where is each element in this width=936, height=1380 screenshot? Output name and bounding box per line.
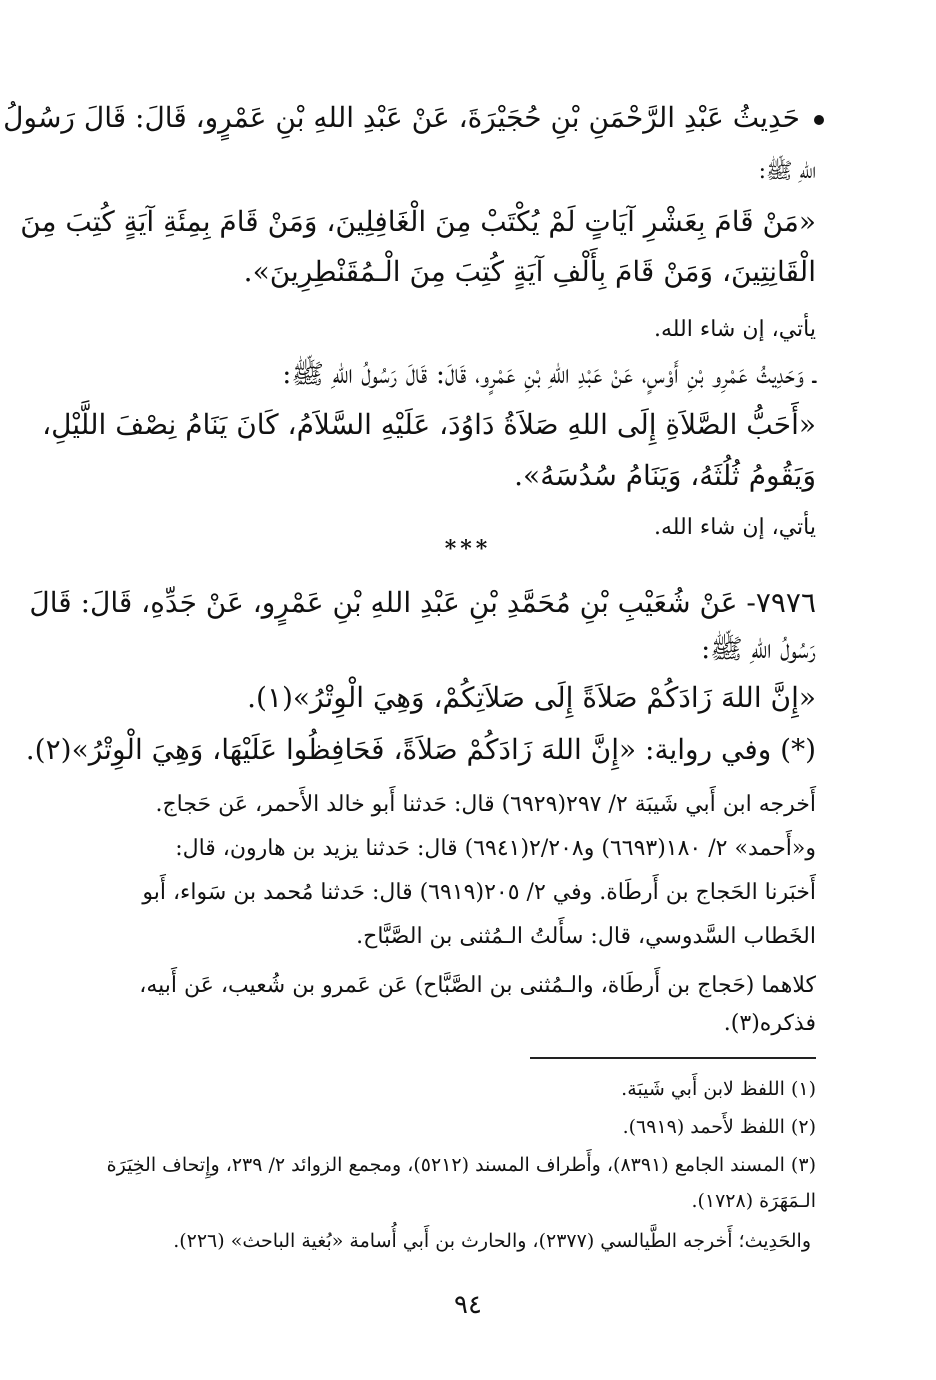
hadith-aws-line-1: ـ وَحَدِيثُ عَمْرِو بْنِ أَوْسٍ، عَنْ عَبْدِ اللهِ بْنِ عَمْرٍو، قَالَ: قَالَ رَسُولُ اللهِ ﷺ: <box>282 359 816 390</box>
hadith-7976-line-2: رَسُولُ اللهِ ﷺ: <box>701 634 816 665</box>
bullet-icon <box>814 115 824 125</box>
footnote-3-line-2: الـمَهَرَة (١٧٢٨). <box>691 1190 816 1212</box>
both-chains-line-2: فذكره(٣). <box>723 1011 816 1036</box>
hadith-hujayra-line-4: الْقَانِتِينَ، وَمَنْ قَامَ بِأَلْفِ آيَةٍ كُتِبَ مِنَ الْـمُقَنْطِرِينَ». <box>243 255 816 288</box>
footnote-divider <box>530 1057 816 1059</box>
hadith-aws-line-3: وَيَقُومُ ثُلُثَهُ، وَيَنَامُ سُدُسَهُ». <box>514 459 816 492</box>
hadith-aws-line-2: «أَحَبُّ الصَّلاَةِ إِلَى اللهِ صَلاَةُ دَاوُدَ، عَلَيْهِ السَّلاَمُ، كَانَ يَنَامُ نِصْفَ اللَّيْلِ، <box>42 408 816 441</box>
hadith-hujayra-line-2: اللهِ ﷺ: <box>758 159 816 184</box>
both-chains-line-1: كلاهما (حَجاج بن أَرطَاة، والـمُثنى بن الصَّبَّاح) عَن عَمرو بن شُعيب، عَن أَبيه، <box>139 973 816 998</box>
takhrij-line-1: أَخرجه ابن أَبي شَيبَة ٢/ ٢٩٧(٦٩٢٩) قال: حَدثنا أَبو خالد الأَحمر، عَن حَجاج. <box>155 792 816 817</box>
hadith-hujayra-note: يأتي، إن شاء الله. <box>653 317 816 342</box>
hadith-7976-line-3: «إِنَّ اللهَ زَادَكُمْ صَلاَةً إِلَى صَلاَتِكُمْ، وَهِيَ الْوِتْرُ»(١). <box>247 681 816 714</box>
section-separator: *** <box>444 536 492 562</box>
footnote-2: (٢) اللفظ لأَحمد (٦٩١٩). <box>622 1116 816 1138</box>
footnote-1: (١) اللفظ لابن أَبي شَيبَة. <box>621 1078 816 1100</box>
takhrij-line-2: و«أَحمد» ٢/ ١٨٠(٦٦٩٣) و٢/٢٠٨(٦٩٤١) قال: حَدثنا يزيد بن هارون، قال: <box>175 836 816 861</box>
page-number: ٩٤ <box>454 1290 482 1320</box>
footnote-3-line-3: والحَدِيث؛ أَخرجه الطَّيالسي (٢٣٧٧)، والحارث بن أَبي أُسامة «بُغية الباحث» (٢٢٦). <box>173 1230 811 1252</box>
footnote-3-line-1: (٣) المسند الجامع (٨٣٩١)، وأَطراف المسند (٥٢١٢)، ومجمع الزوائد ٢/ ٢٣٩، وإِتحاف الخِيَرَة <box>106 1154 816 1176</box>
hadith-7976-line-1: ٧٩٧٦- عَنْ شُعَيْبِ بْنِ مُحَمَّدِ بْنِ عَبْدِ اللهِ بْنِ عَمْرٍو، عَنْ جَدِّهِ، قَالَ: قَالَ <box>29 586 816 619</box>
hadith-hujayra-line-1: حَدِيثُ عَبْدِ الرَّحْمَنِ بْنِ حُجَيْرَةَ، عَنْ عَبْدِ اللهِ بْنِ عَمْرٍو، قَالَ: قَالَ رَسُولُ <box>78 98 824 138</box>
hadith-aws-note: يأتي، إن شاء الله. <box>653 515 816 540</box>
takhrij-line-3: أَخبَرنا الحَجاج بن أَرطَاة. وفي ٢/ ٢٠٥(٦٩١٩) قال: حَدثنا مُحمد بن سَواء، أَبو <box>142 880 816 905</box>
takhrij-line-4: الخَطاب السَّدوسي، قال: سأَلتُ الـمُثنى بن الصَّبَّاح. <box>356 924 816 949</box>
hadith-7976-line-4: (*) وفي رواية: «إِنَّ اللهَ زَادَكُمْ صَلاَةً، فَحَافِظُوا عَلَيْهَا، وَهِيَ الْوِتْرُ»(٢). <box>25 733 816 766</box>
hadith-hujayra-line-3: «مَنْ قَامَ بِعَشْرِ آيَاتٍ لَمْ يُكْتَبْ مِنَ الْغَافِلِينَ، وَمَنْ قَامَ بِمِئَةِ آيَةٍ كُتِبَ مِنَ <box>20 205 816 238</box>
